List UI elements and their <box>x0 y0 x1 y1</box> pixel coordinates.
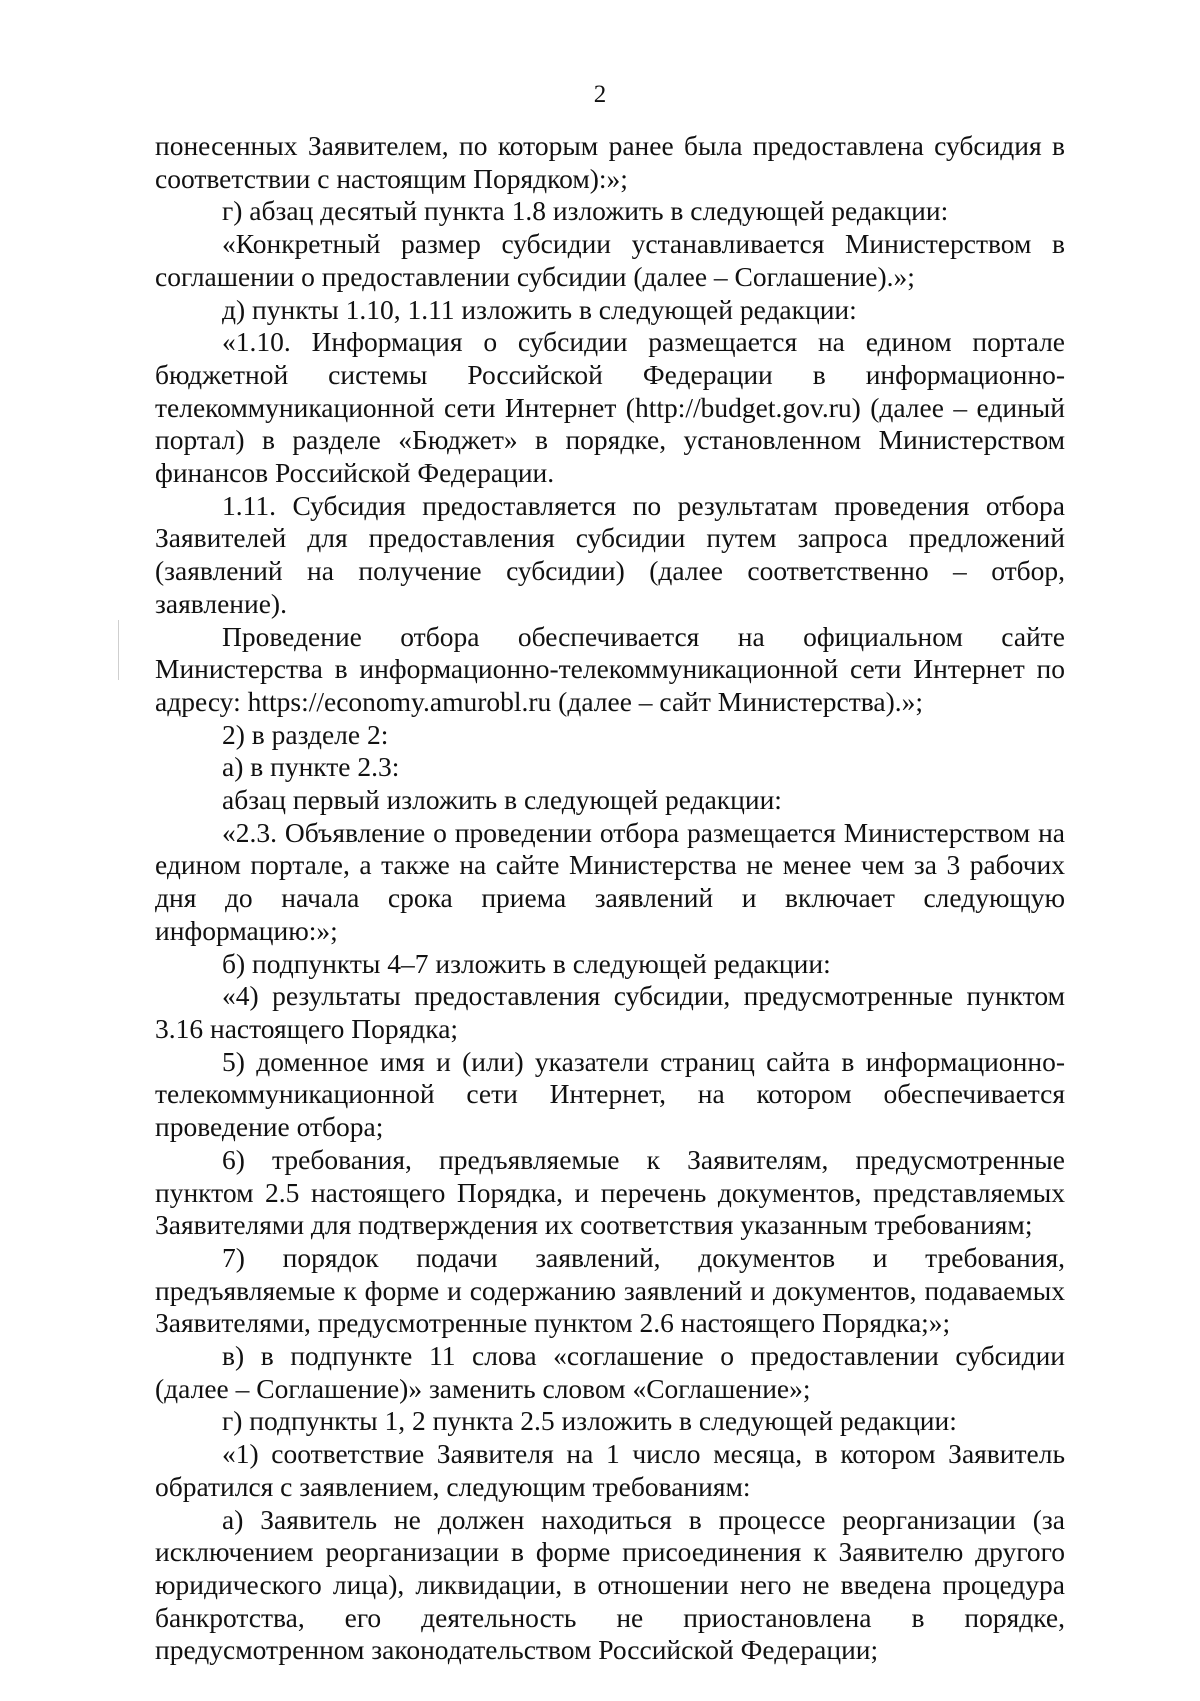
paragraph-selection-website: Проведение отбора обеспечивается на официальном сайте Министерства в информационно-телекоммуникационной сети Интернет по адресу: https://economy.amurobl.ru (далее – сайт Министерства).»; <box>155 620 1065 717</box>
paragraph-section-2: 2) в разделе 2: <box>222 718 389 750</box>
document-body <box>155 130 1065 1667</box>
paragraph-subitem-7: 7) порядок подачи заявлений, документов и требования, предъявляемые к форме и содержанию заявлений и документов, подаваемых Заявителями, предусмотренные пунктом 2.6 настоящего Порядка;»; <box>155 1241 1065 1339</box>
paragraph-quote-1-10: «1.10. Информация о субсидии размещается на едином портале бюджетной системы Российской Федерации в информационно-телекоммуникационной сети Интернет (http://budget.gov.ru) (далее – единый портал) в разделе «Бюджет» в порядке, установленном Министерством финансов Российской Федерации. <box>155 326 1065 489</box>
paragraph-subitem-11: в) в подпункте 11 слова «соглашение о предоставлении субсидии (далее – Соглашение)» заменить словом «Соглашение»; <box>155 1340 1065 1404</box>
paragraph-subitem-6: 6) требования, предъявляемые к Заявителям, предусмотренные пунктом 2.5 настоящего Порядка, и перечень документов, представляемых Заявителями для подтверждения их соответствия указанным требованиям; <box>155 1143 1065 1241</box>
paragraph-subitems-4-7: б) подпункты 4–7 изложить в следующей редакции: <box>222 947 831 979</box>
paragraph-quote-subsidy-size: «Конкретный размер субсидии устанавливается Министерством в соглашении о предоставлении субсидии (далее – Соглашение).»; <box>155 228 1065 292</box>
paragraph-amendment-d-1-10-1-11: д) пункты 1.10, 1.11 изложить в следующей редакции: <box>222 293 857 325</box>
page-number: 2 <box>593 81 607 108</box>
paragraph-quote-1-requirements: «1) соответствие Заявителя на 1 число месяца, в котором Заявитель обратился с заявлением, следующим требованиям: <box>155 1438 1065 1502</box>
paragraph-subitem-4: «4) результаты предоставления субсидии, предусмотренные пунктом 3.16 настоящего Порядка; <box>155 980 1065 1044</box>
scan-artifact-line <box>118 620 119 680</box>
paragraph-subitems-1-2-of-2-5: г) подпункты 1, 2 пункта 2.5 изложить в следующей редакции: <box>222 1405 957 1437</box>
paragraph-continuation: понесенных Заявителем, по которым ранее была предоставлена субсидия в соответствии с настоящим Порядком):»; <box>155 130 1065 194</box>
paragraph-1-11: 1.11. Субсидия предоставляется по результатам проведения отбора Заявителей для предоставления субсидии путем запроса предложений (заявлений на получение субсидии) (далее соответственно – отбор, заявление). <box>155 489 1065 619</box>
paragraph-subitem-5: 5) доменное имя и (или) указатели страниц сайта в информационно-телекоммуникационной сети Интернет, на котором обеспечивается проведение отбора; <box>155 1045 1065 1143</box>
paragraph-quote-2-3: «2.3. Объявление о проведении отбора размещается Министерством на едином портале, а также на сайте Министерства не менее чем за 3 рабочих дня до начала срока приема заявлений и включает следующую информацию:»; <box>155 816 1065 946</box>
paragraph-amendment-g-1-8: г) абзац десятый пункта 1.8 изложить в следующей редакции: <box>222 195 949 227</box>
paragraph-requirement-a: а) Заявитель не должен находиться в процессе реорганизации (за исключением реорганизации в форме присоединения к Заявителю другого юридического лица), ликвидации, в отношении него не введена процедура банкротства, его деятельность не приостановлена в порядке, предусмотренном законодательством Российской Федерации; <box>155 1503 1065 1666</box>
paragraph-item-2-3: а) в пункте 2.3: <box>222 751 400 783</box>
paragraph-first-abzac: абзац первый изложить в следующей редакции: <box>222 784 782 816</box>
